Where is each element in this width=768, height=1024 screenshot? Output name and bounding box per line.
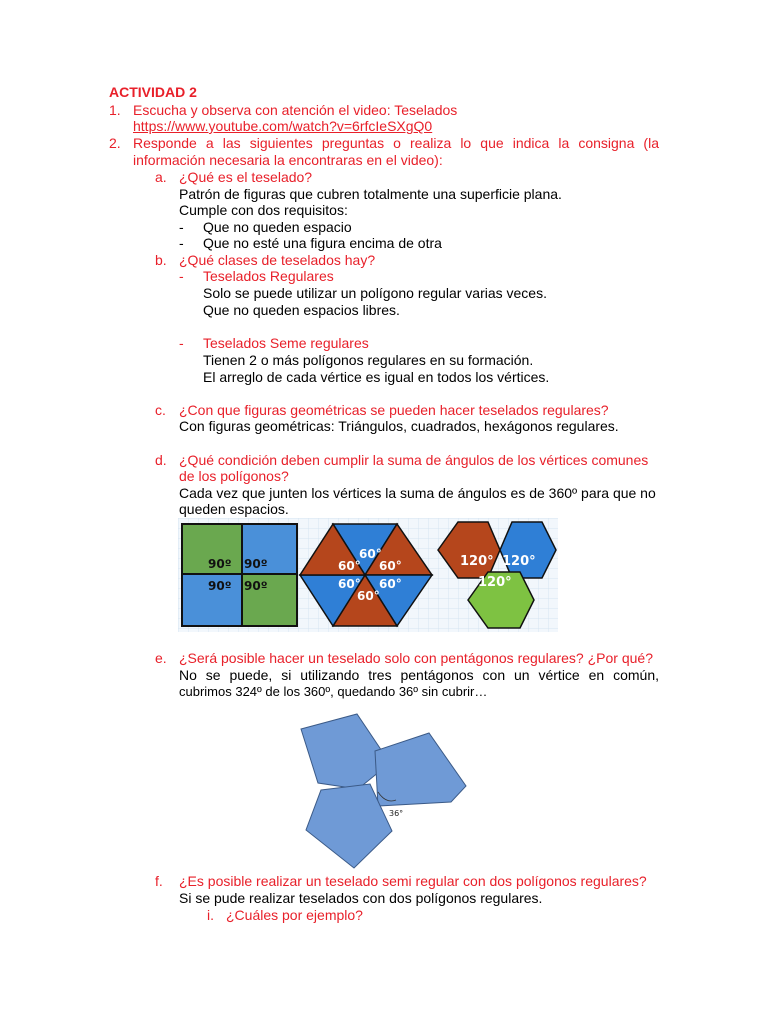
angle-label: 60° xyxy=(357,589,380,603)
type-regular-title: Teselados Regulares xyxy=(203,268,334,284)
answer-d-line1: Cada vez que junten los vértices la suma de ángulos es de 360º para que no xyxy=(179,485,656,501)
question-e: ¿Será posible hacer un teselado solo con pentágonos regulares? ¿Por qué? xyxy=(179,650,653,666)
letter-b: b. xyxy=(155,252,167,268)
sub-question-i: ¿Cuáles por ejemplo? xyxy=(226,907,363,923)
answer-c: Con figuras geométricas: Triángulos, cuadrados, hexágonos regulares. xyxy=(179,418,619,434)
letter-a: a. xyxy=(155,169,167,185)
dash-bullet: - xyxy=(179,235,184,251)
gap-angle-label: 36° xyxy=(389,809,404,818)
type-regular-desc-2: Que no queden espacios libres. xyxy=(203,302,400,318)
item-1-text: Escucha y observa con atención el video: Teselados xyxy=(133,102,458,118)
requirement-2: Que no esté una figura encima de otra xyxy=(203,235,442,251)
dash-bullet: - xyxy=(179,335,184,351)
requirement-1: Que no queden espacio xyxy=(203,219,352,235)
question-b: ¿Qué clases de teselados hay? xyxy=(179,252,376,268)
angle-label: 90º xyxy=(244,557,268,571)
pentagon-shape xyxy=(375,733,466,806)
letter-c: c. xyxy=(155,402,166,418)
angle-label: 90º xyxy=(208,579,232,593)
answer-f: Si se pude realizar teselados con dos polígonos regulares. xyxy=(179,890,543,906)
type-regular-desc-1: Solo se puede utilizar un polígono regular varias veces. xyxy=(203,285,547,301)
item-2-text-line1: Responde a las siguientes preguntas o realiza lo que indica la consigna (la xyxy=(133,135,659,151)
answer-a-line2: Cumple con dos requisitos: xyxy=(179,202,348,218)
type-semiregular-title: Teselados Seme regulares xyxy=(203,335,369,351)
angle-label: 120° xyxy=(478,575,512,590)
question-d-line2: de los polígonos? xyxy=(179,468,289,484)
answer-e-line1: No se puede, si utilizando tres pentágonos con un vértice en común, xyxy=(179,667,659,683)
question-f: ¿Es posible realizar un teselado semi regular con dos polígonos regulares? xyxy=(179,873,647,889)
answer-e-line2: cubrimos 324º de los 360º, quedando 36º sin cubrir… xyxy=(179,684,488,699)
page-title: ACTIVIDAD 2 xyxy=(109,84,197,100)
angle-label: 60° xyxy=(379,559,402,573)
angle-label: 120° xyxy=(460,554,494,569)
sub-number-i: i. xyxy=(207,907,214,923)
dash-bullet: - xyxy=(179,219,184,235)
squares-90-degree xyxy=(182,524,297,626)
angle-label: 60° xyxy=(338,559,361,573)
letter-e: e. xyxy=(155,650,167,666)
angle-label: 90º xyxy=(208,557,232,571)
type-semiregular-desc-2: El arreglo de cada vértice es igual en todos los vértices. xyxy=(203,369,550,385)
answer-d-line2: queden espacios. xyxy=(179,501,289,517)
video-link[interactable]: https://www.youtube.com/watch?v=6rfcIeSXgQ0 xyxy=(133,118,433,134)
item-2-text-line2: información necesaria la encontraras en el video): xyxy=(133,152,443,168)
question-c: ¿Con que figuras geométricas se pueden hacer teselados regulares? xyxy=(179,402,609,418)
angle-tiling-illustration xyxy=(178,518,558,632)
pentagon-gap-illustration xyxy=(290,710,480,880)
letter-d: d. xyxy=(155,452,167,468)
angle-label: 60° xyxy=(338,577,361,591)
angle-label: 60° xyxy=(359,547,382,561)
answer-a-line1: Patrón de figuras que cubren totalmente una superficie plana. xyxy=(179,186,562,202)
question-a: ¿Qué es el teselado? xyxy=(179,169,313,185)
angle-label: 120° xyxy=(502,554,536,569)
item-number-1: 1. xyxy=(109,102,121,118)
item-number-2: 2. xyxy=(109,135,121,151)
question-d-line1: ¿Qué condición deben cumplir la suma de ángulos de los vértices comunes xyxy=(179,452,649,468)
type-semiregular-desc-1: Tienen 2 o más polígonos regulares en su formación. xyxy=(203,352,534,368)
letter-f: f. xyxy=(155,873,163,889)
angle-label: 90º xyxy=(244,579,268,593)
dash-bullet: - xyxy=(179,268,184,284)
angle-label: 60° xyxy=(379,577,402,591)
